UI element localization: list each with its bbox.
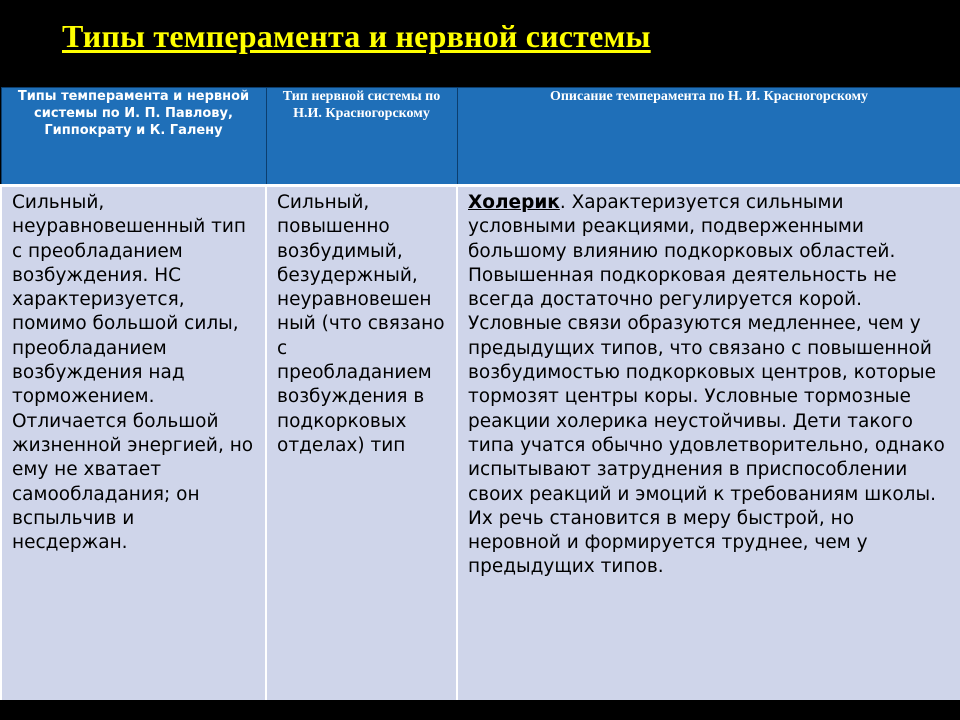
page-title: Типы темперамента и нервной системы	[62, 18, 651, 54]
cell-nervous-system-type: Сильный, повышенно возбудимый, безудержный, неуравновешен ный (что связано с преобладанием возбуждения в подкорковых отделах) тип	[266, 186, 457, 701]
header-pavlov-types: Типы темперамента и нервной системы по И. П. Павлову, Гиппократу и К. Галену	[1, 88, 266, 186]
table-row	[1, 186, 960, 701]
temperament-term: Холерик	[468, 192, 560, 213]
cell-pavlov-type: Сильный, неуравновешенный тип с преобладанием возбуждения. НС характеризуется, помимо большой силы, преобладанием возбуждения над торможением. Отличается большой жизненной энергией, но ему не хватает самообладания; он вспыльчив и несдержан.	[1, 186, 266, 701]
cell-description	[457, 186, 960, 701]
description-text: . Характеризуется сильными условными реакциями, подверженными большому влиянию подкорковых областей. Повышенная подкорковая деятельность не всегда достаточно регулируется корой. Условные связи образуются медленнее, чем у предыдущих типов, что связано с повышенной возбудимостью подкорковых центров, которые тормозят центры коры. Условные тормозные реакции холерика неустойчивы. Дети такого типа учатся обычно удовлетворительно, однако испытывают затруднения в приспособлении своих реакций и эмоций к требованиям школы. Их речь становится в меру быстрой, но неровной и формируется труднее, чем у предыдущих типов.	[468, 192, 945, 578]
table-header-row	[1, 88, 960, 186]
header-description: Описание темперамента по Н. И. Красногорскому	[457, 88, 960, 186]
header-nervous-system-type: Тип нервной системы по Н.И. Красногорскому	[266, 88, 457, 186]
temperament-table	[0, 87, 960, 700]
